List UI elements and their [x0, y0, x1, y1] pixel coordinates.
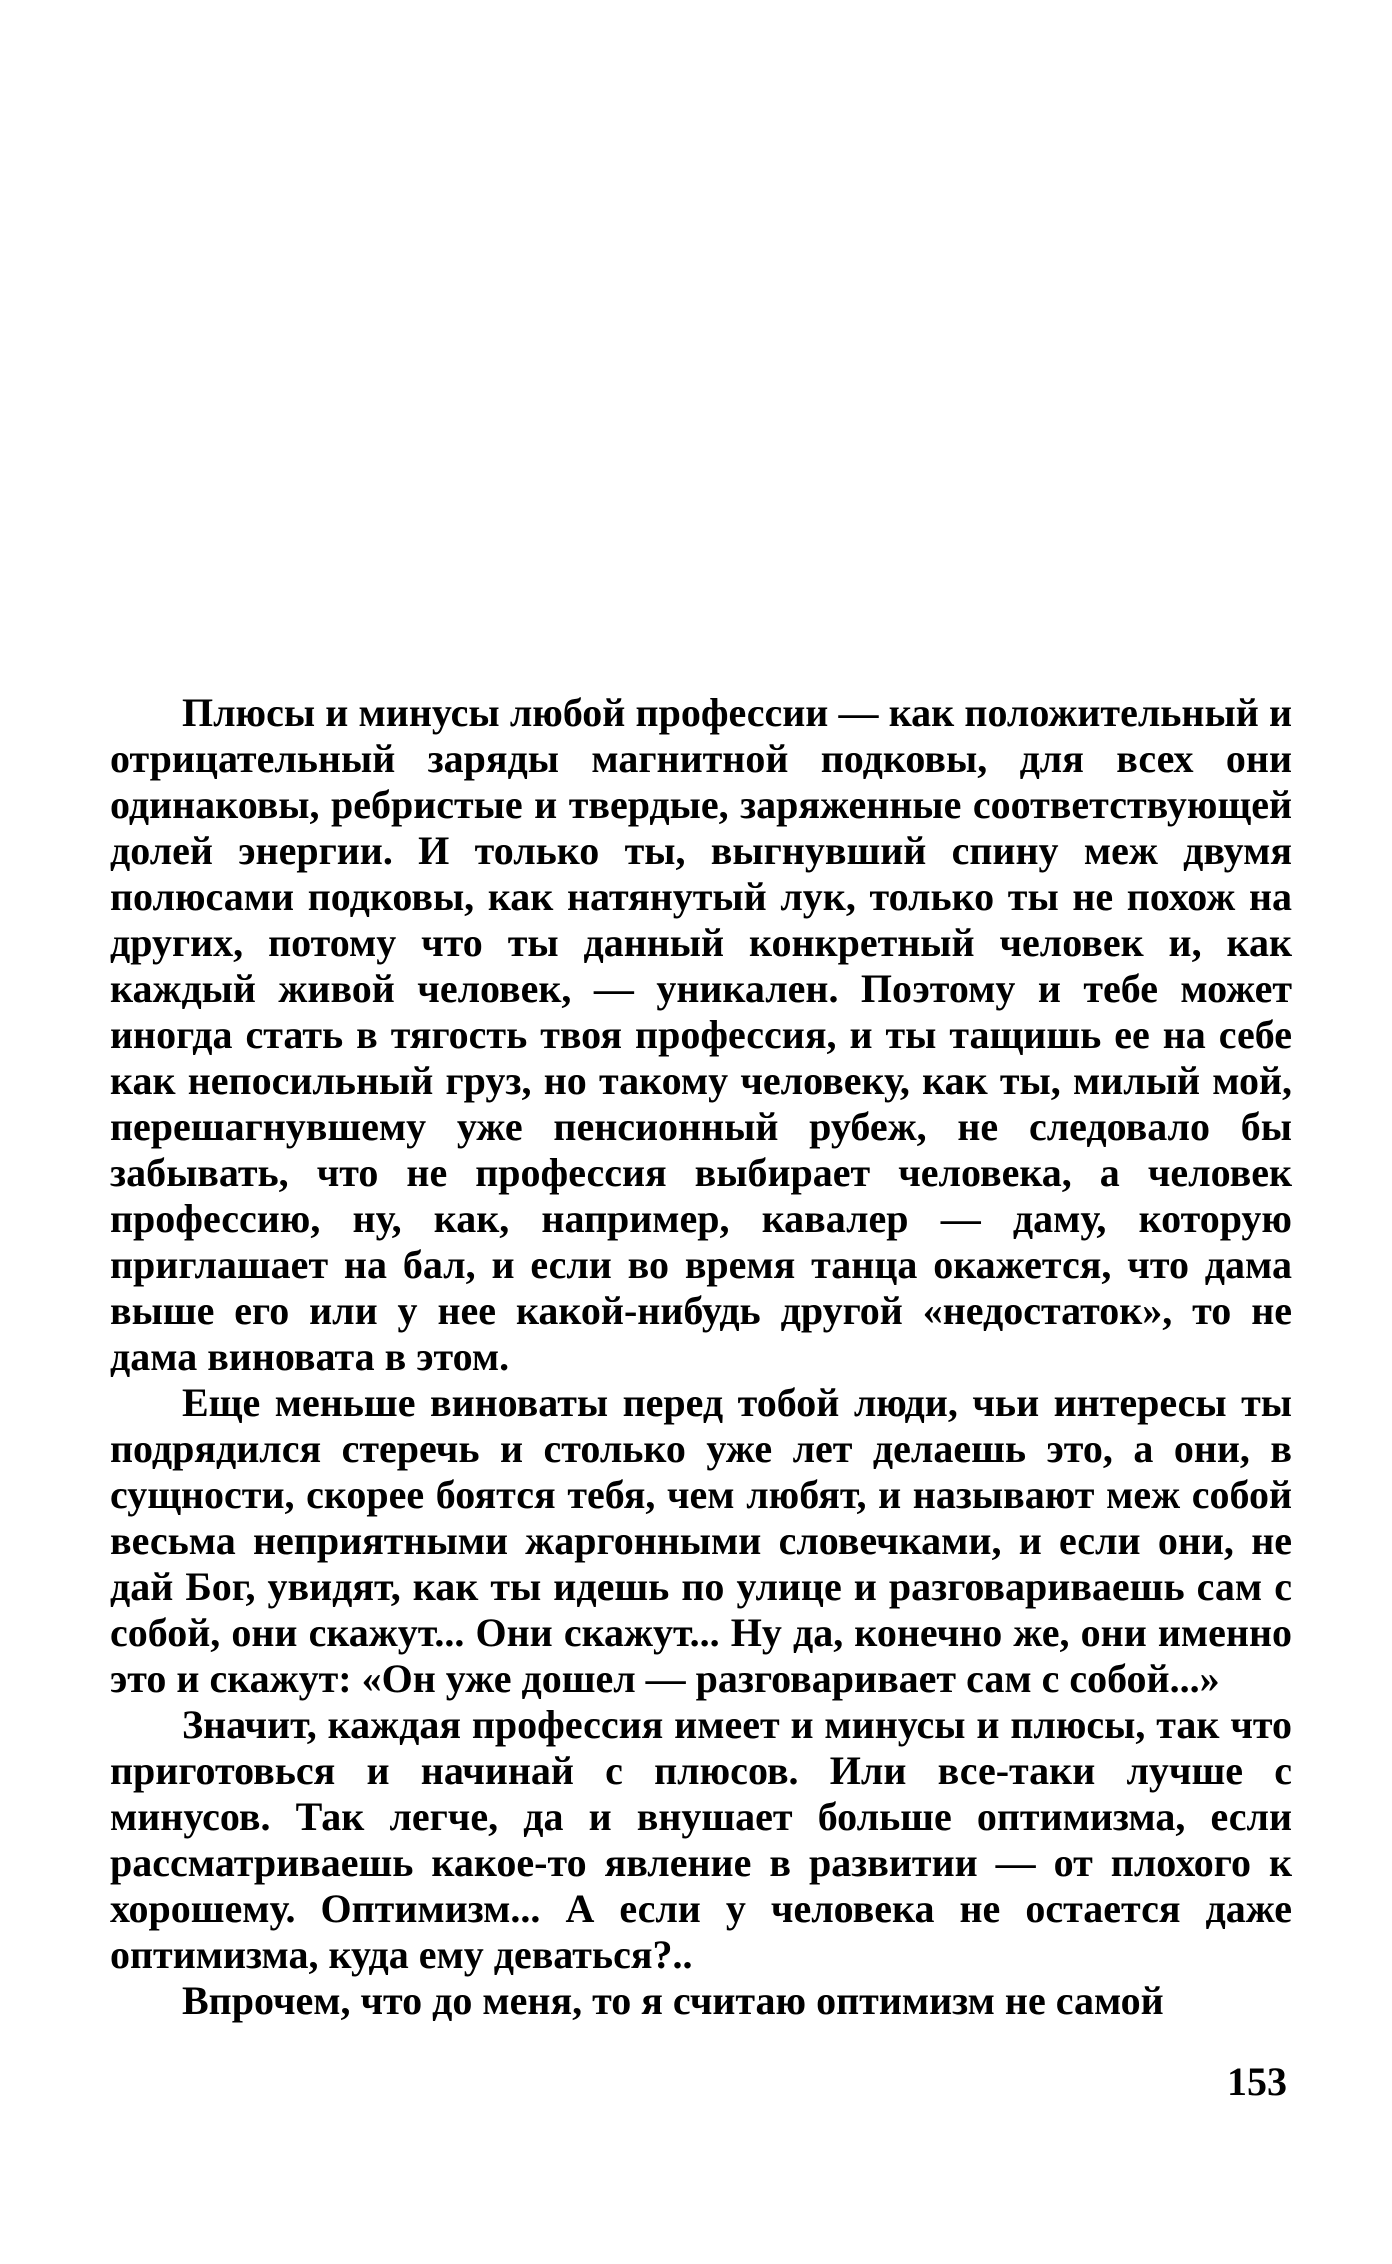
paragraph-1: Плюсы и минусы любой профессии — как положительный и отрицательный заряды магнитной подковы, для всех они одинаковы, ребристые и твердые, заряженные соответствующей долей энергии. И только ты, выгнувший спину меж двумя полюсами подковы, как натянутый лук, только ты не похож на других, потому что ты данный конкретный человек и, как каждый живой человек, — уникален. Поэтому и тебе может иногда стать в тягость твоя профессия, и ты тащишь ее на себе как непосильный груз, но такому человеку, как ты, милый мой, перешагнувшему уже пенсионный рубеж, не следовало бы забывать, что не профессия выбирает человека, а человек профессию, ну, как, например, кавалер — даму, которую приглашает на бал, и если во время танца окажется, что дама выше его или у нее какой-нибудь другой «недостаток», то не дама виновата в этом.: [110, 690, 1292, 1379]
paragraph-2: Еще меньше виноваты перед тобой люди, чьи интересы ты подрядился стеречь и столько уже лет делаешь это, а они, в сущности, скорее боятся тебя, чем любят, и называют меж собой весьма неприятными жаргонными словечками, и если они, не дай Бог, увидят, как ты идешь по улице и разговариваешь сам с собой, они скажут... Они скажут... Ну да, конечно же, они именно это и скажут: «Он уже дошел — разговаривает сам с собой...»: [110, 1380, 1292, 1701]
paragraph-4: Впрочем, что до меня, то я считаю оптимизм не самой: [182, 1978, 1164, 2023]
paragraph-3: Значит, каждая профессия имеет и минусы и плюсы, так что приготовься и начинай с плюсов. Или все-таки лучше с минусов. Так легче, да и внушает больше оптимизма, если рассматриваешь какое-то явление в развитии — от плохого к хорошему. Оптимизм... А если у человека не остается даже оптимизма, куда ему деваться?..: [110, 1702, 1292, 1977]
body-text: [110, 690, 1292, 2024]
page-number: 153: [1227, 2059, 1287, 2104]
